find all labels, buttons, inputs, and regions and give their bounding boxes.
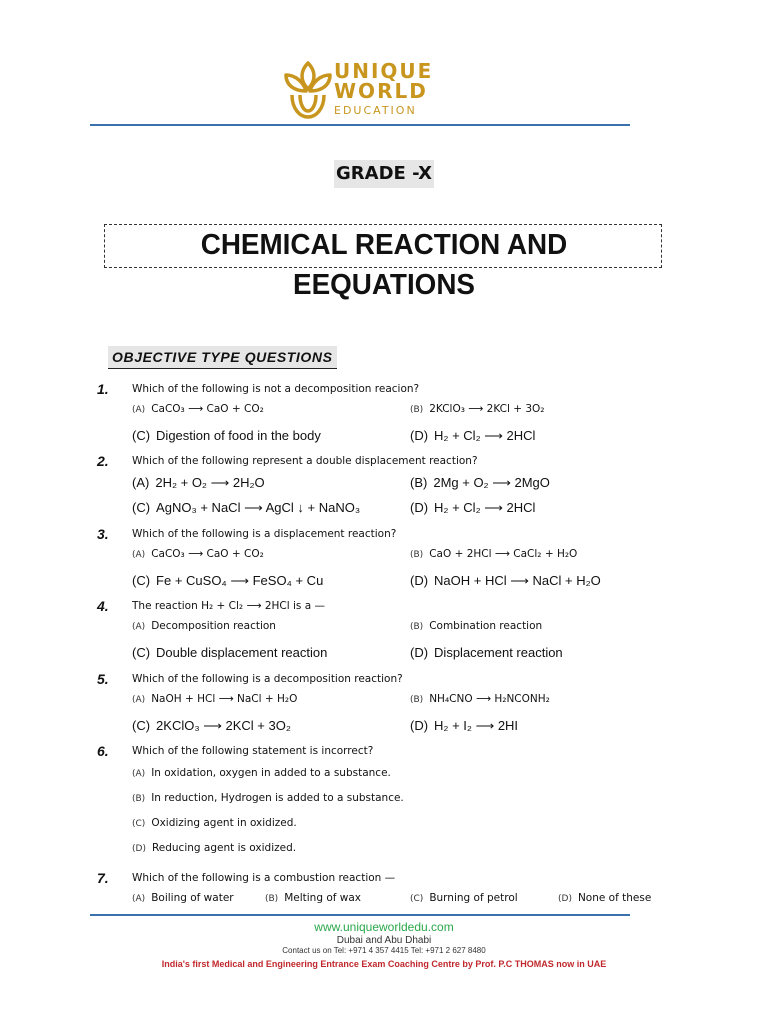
logo-emblem-icon bbox=[278, 55, 338, 121]
option-label: (C) bbox=[132, 645, 151, 660]
option-label: (A) bbox=[132, 894, 146, 904]
question-number: 5. bbox=[97, 671, 109, 687]
option-text: In reduction, Hydrogen is added to a substance. bbox=[151, 792, 404, 804]
option-label: (A) bbox=[132, 405, 146, 415]
answer-option bbox=[132, 428, 321, 443]
footer-website[interactable]: www.uniqueworldedu.com bbox=[314, 920, 454, 934]
option-text: CaCO₃ ⟶ CaO + CO₂ bbox=[151, 548, 264, 560]
option-label: (C) bbox=[132, 573, 151, 588]
answer-option bbox=[410, 548, 577, 560]
option-text: NaOH + HCl ⟶ NaCl + H₂O bbox=[151, 693, 298, 705]
option-label: (D) bbox=[410, 428, 429, 443]
option-text: Burning of petrol bbox=[429, 892, 518, 904]
answer-option bbox=[132, 403, 264, 415]
question-number: 4. bbox=[97, 598, 109, 614]
brand-line1: UNIQUE bbox=[334, 59, 434, 83]
answer-option bbox=[132, 620, 276, 632]
answer-option bbox=[410, 500, 535, 516]
answer-option bbox=[132, 573, 323, 589]
question-text: Which of the following is a combustion reaction — bbox=[132, 872, 396, 884]
option-label: (D) bbox=[410, 718, 429, 733]
question-text: Which of the following is a displacement reaction? bbox=[132, 528, 397, 540]
footer-contact: Contact us on Tel: +971 4 357 4415 Tel: +971 2 627 8480 bbox=[282, 946, 486, 955]
option-text: 2KClO₃ ⟶ 2KCl + 3O₂ bbox=[156, 718, 291, 733]
question-number: 1. bbox=[97, 381, 109, 397]
option-label: (B) bbox=[410, 405, 424, 415]
answer-option bbox=[410, 403, 545, 415]
answer-option bbox=[410, 573, 601, 589]
question-text: Which of the following statement is incorrect? bbox=[132, 745, 374, 757]
option-label: (D) bbox=[132, 844, 146, 854]
logo bbox=[278, 55, 448, 123]
option-text: NaOH + HCl ⟶ NaCl + H₂O bbox=[434, 573, 601, 588]
option-label: (A) bbox=[132, 695, 146, 705]
question-text: Which of the following is not a decomposition reacion? bbox=[132, 383, 420, 395]
option-text: Boiling of water bbox=[151, 892, 234, 904]
brand-wordmark bbox=[334, 61, 433, 116]
option-label: (A) bbox=[132, 475, 150, 490]
question-number: 6. bbox=[97, 743, 109, 759]
option-text: H₂ + Cl₂ ⟶ 2HCl bbox=[434, 428, 536, 443]
option-label: (C) bbox=[410, 894, 424, 904]
option-label: (B) bbox=[410, 550, 424, 560]
option-text: Fe + CuSO₄ ⟶ FeSO₄ + Cu bbox=[156, 573, 324, 588]
section-heading: OBJECTIVE TYPE QUESTIONS bbox=[108, 346, 337, 369]
option-text: Melting of wax bbox=[284, 892, 362, 904]
option-label: (D) bbox=[410, 500, 429, 515]
answer-option bbox=[410, 475, 550, 491]
option-text: H₂ + I₂ ⟶ 2HI bbox=[434, 718, 519, 733]
answer-option bbox=[132, 475, 265, 491]
option-text: In oxidation, oxygen in added to a substance. bbox=[151, 767, 391, 779]
question-text: The reaction H₂ + Cl₂ ⟶ 2HCl is a — bbox=[132, 600, 325, 612]
footer-divider bbox=[90, 914, 630, 916]
brand-line3: EDUCATION bbox=[334, 104, 417, 117]
header-divider bbox=[90, 124, 630, 126]
option-text: Combination reaction bbox=[429, 620, 543, 632]
answer-option bbox=[410, 645, 563, 660]
option-text: CaO + 2HCl ⟶ CaCl₂ + H₂O bbox=[429, 548, 578, 560]
footer-tagline: India's first Medical and Engineering Entrance Exam Coaching Centre by Prof. P.C THOMAS now in UAE bbox=[161, 959, 607, 969]
option-label: (B) bbox=[132, 794, 146, 804]
option-label: (B) bbox=[265, 894, 279, 904]
answer-option bbox=[132, 718, 291, 734]
footer-location: Dubai and Abu Dhabi bbox=[336, 935, 432, 946]
question-text: Which of the following is a decomposition reaction? bbox=[132, 673, 403, 685]
answer-option bbox=[132, 817, 297, 829]
answer-option bbox=[410, 620, 542, 632]
grade-label: GRADE -X bbox=[334, 160, 434, 188]
option-text: Digestion of food in the body bbox=[156, 428, 321, 443]
page-title: CHEMICAL REACTION AND EEQUATIONS bbox=[200, 229, 568, 301]
answer-option bbox=[132, 500, 360, 516]
option-label: (D) bbox=[558, 894, 572, 904]
answer-option bbox=[132, 892, 234, 904]
answer-option bbox=[132, 693, 297, 705]
option-text: NH₄CNO ⟶ H₂NCONH₂ bbox=[429, 693, 550, 705]
answer-option bbox=[132, 645, 327, 660]
answer-option bbox=[410, 892, 518, 904]
option-text: H₂ + Cl₂ ⟶ 2HCl bbox=[434, 500, 536, 515]
option-label: (A) bbox=[132, 769, 146, 779]
answer-option bbox=[132, 548, 264, 560]
answer-option bbox=[410, 693, 550, 705]
option-label: (C) bbox=[132, 500, 151, 515]
answer-option bbox=[132, 842, 296, 854]
question-text: Which of the following represent a double displacement reaction? bbox=[132, 455, 478, 467]
option-label: (D) bbox=[410, 645, 429, 660]
option-text: Decomposition reaction bbox=[151, 620, 276, 632]
option-label: (B) bbox=[410, 475, 428, 490]
option-text: AgNO₃ + NaCl ⟶ AgCl ↓ + NaNO₃ bbox=[156, 500, 361, 515]
answer-option bbox=[558, 892, 651, 904]
brand-line2: WORLD bbox=[334, 79, 428, 103]
answer-option bbox=[132, 792, 404, 804]
answer-option bbox=[410, 718, 518, 734]
option-text: 2Mg + O₂ ⟶ 2MgO bbox=[433, 475, 550, 490]
option-label: (C) bbox=[132, 718, 151, 733]
option-label: (B) bbox=[410, 695, 424, 705]
option-text: CaCO₃ ⟶ CaO + CO₂ bbox=[151, 403, 264, 415]
option-label: (C) bbox=[132, 819, 146, 829]
question-number: 2. bbox=[97, 453, 109, 469]
question-number: 7. bbox=[97, 870, 109, 886]
option-label: (A) bbox=[132, 550, 146, 560]
answer-option bbox=[265, 892, 361, 904]
option-text: Double displacement reaction bbox=[156, 645, 328, 660]
answer-option bbox=[132, 767, 391, 779]
option-text: Oxidizing agent in oxidized. bbox=[151, 817, 297, 829]
answer-option bbox=[410, 428, 535, 444]
option-text: None of these bbox=[577, 892, 652, 904]
option-label: (D) bbox=[410, 573, 429, 588]
option-text: Reducing agent is oxidized. bbox=[151, 842, 297, 854]
option-text: 2KClO₃ ⟶ 2KCl + 3O₂ bbox=[429, 403, 545, 415]
option-label: (C) bbox=[132, 428, 151, 443]
option-label: (B) bbox=[410, 622, 424, 632]
option-label: (A) bbox=[132, 622, 146, 632]
question-number: 3. bbox=[97, 526, 109, 542]
option-text: 2H₂ + O₂ ⟶ 2H₂O bbox=[155, 475, 265, 490]
option-text: Displacement reaction bbox=[434, 645, 563, 660]
